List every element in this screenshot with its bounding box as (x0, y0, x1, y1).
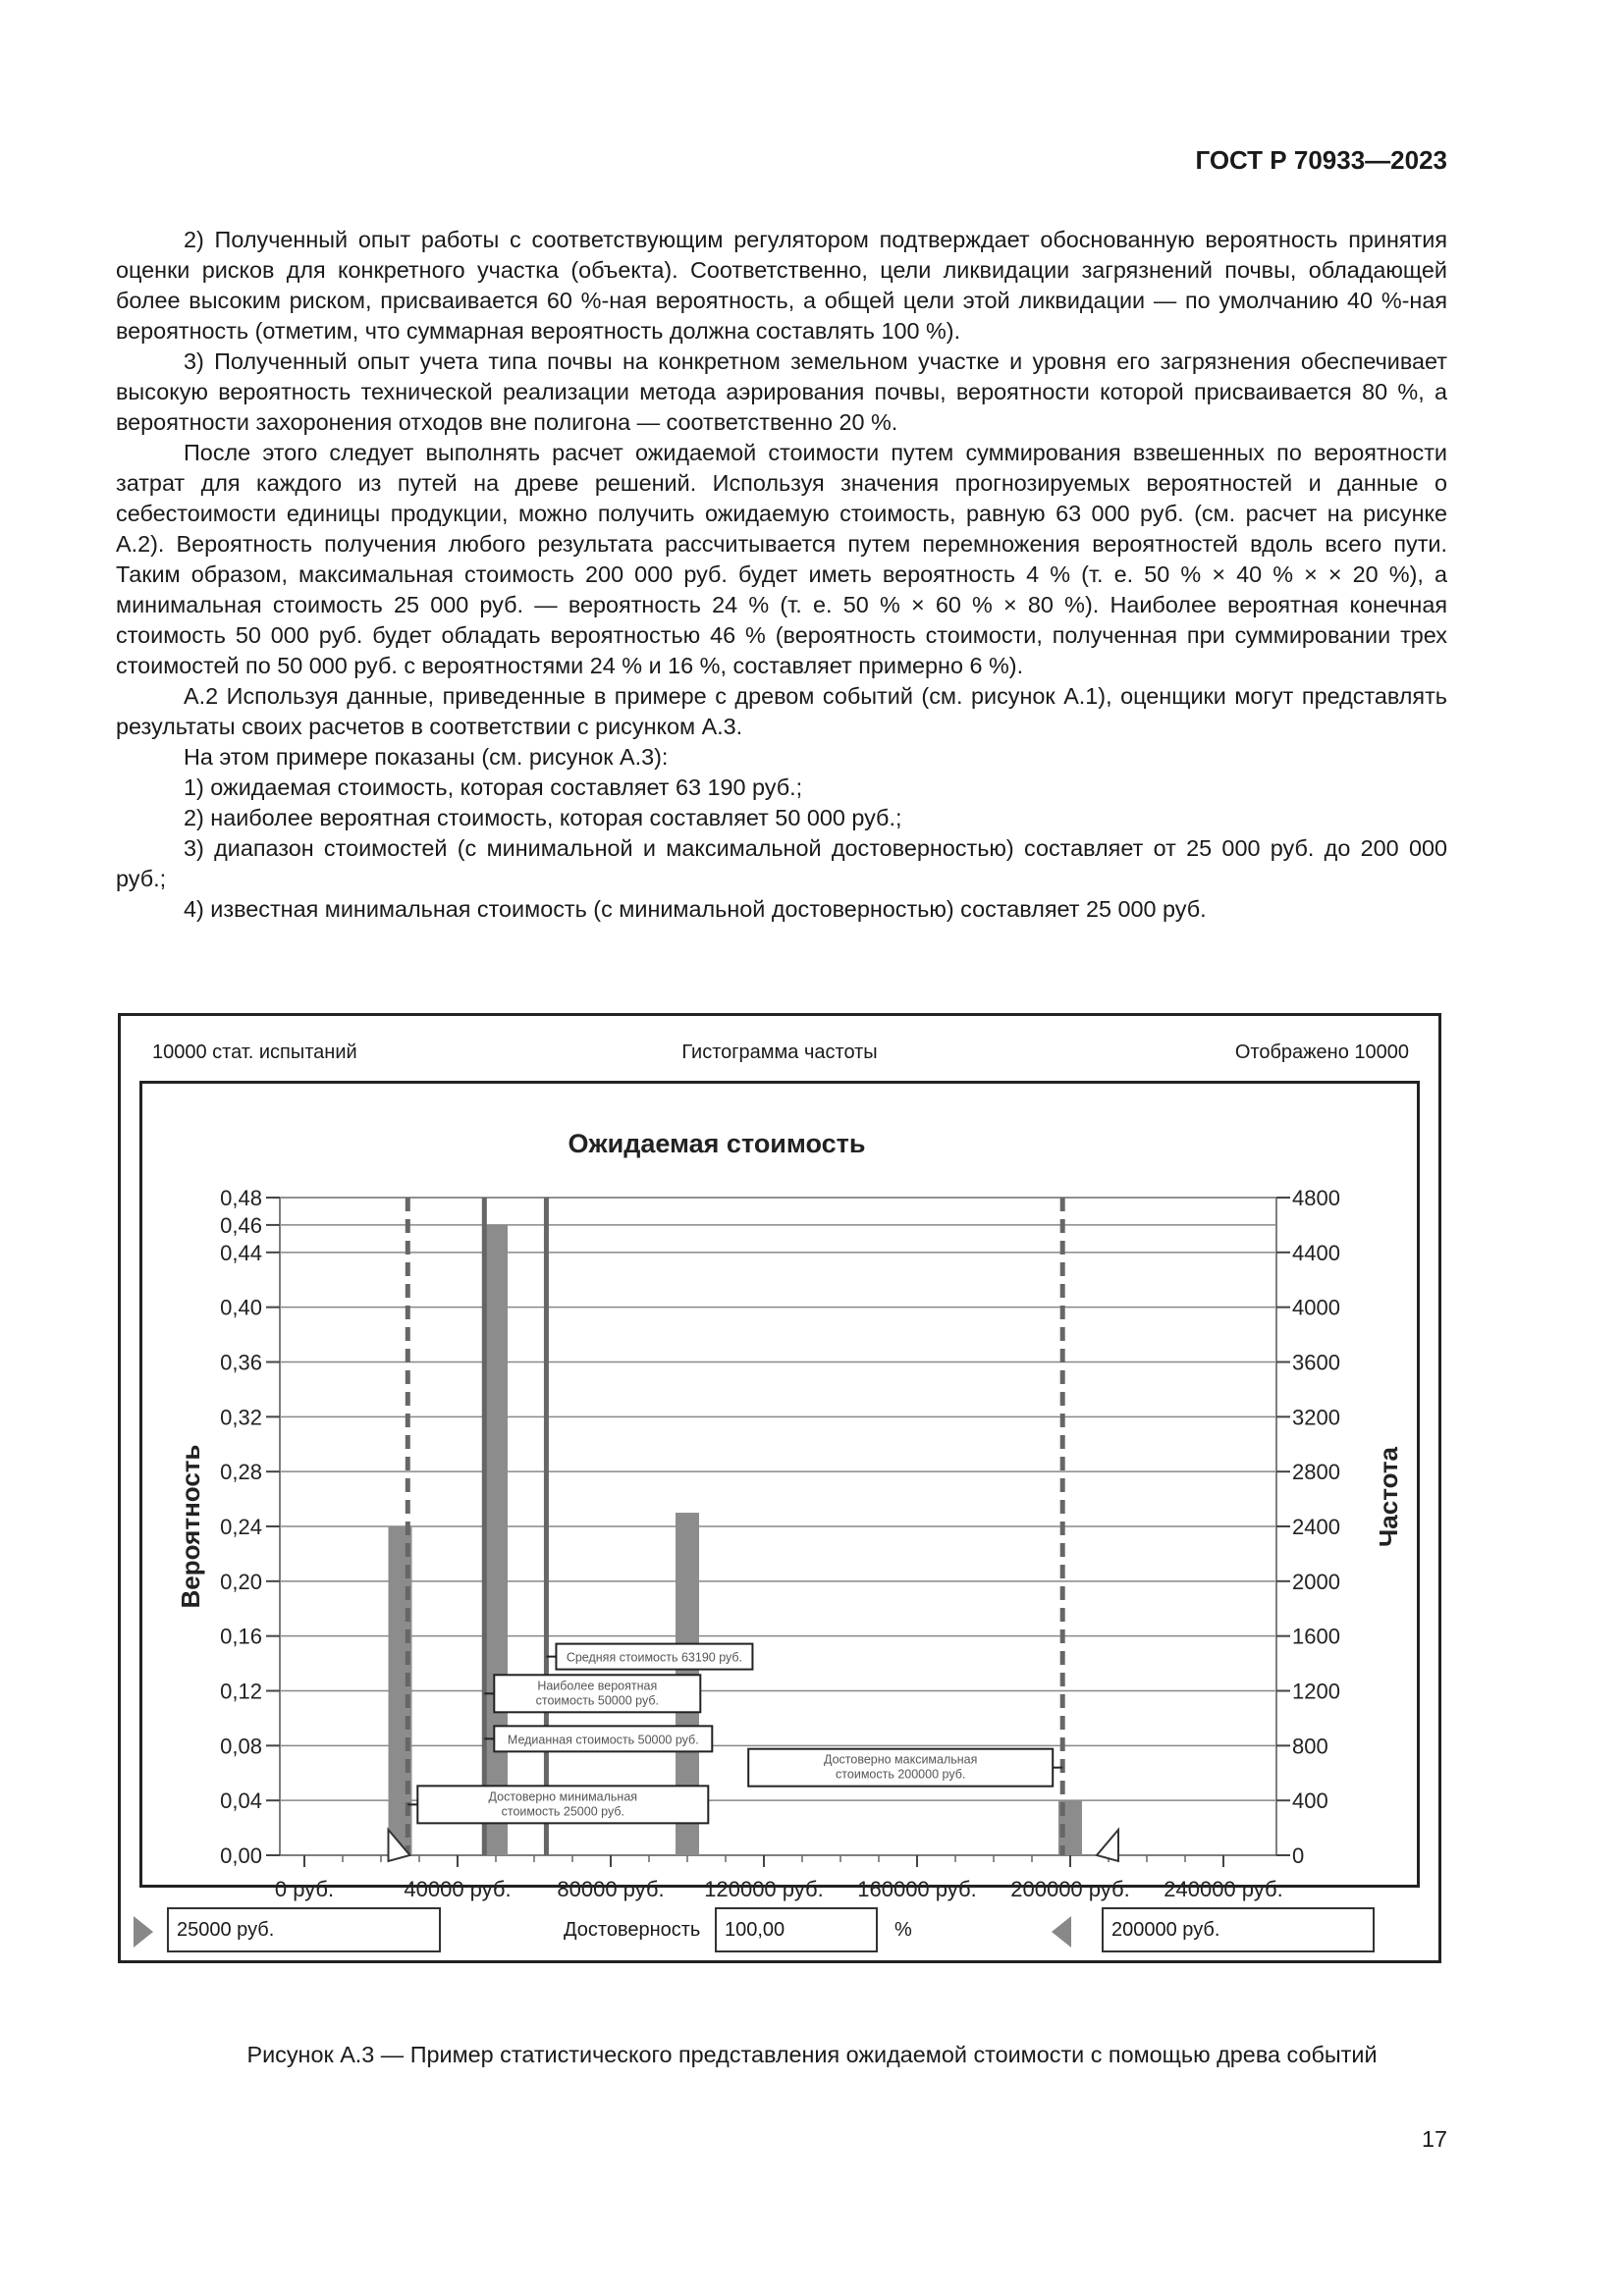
y2-tick-label: 2800 (1292, 1460, 1340, 1485)
paragraph: 2) наиболее вероятная стоимость, которая составляет 50 000 руб.; (184, 805, 902, 830)
min-value-field[interactable]: 25000 руб. (167, 1907, 441, 1952)
paragraph: После этого следует выполнять расчет ожидаемой стоимости путем суммирования взвешенных по вероятности затрат для каждого из путей на древе решений. Используя значения прогнозируемых вероятностей и данные о себестоимости единицы продукции, можно получить ожидаемую стоимость, равную 63 000 руб. (см. расчет на рисунке А.2). Вероятность получения любого результата рассчитывается путем перемножения вероятностей вдоль всего пути. Таким образом, максимальная стоимость 200 000 руб. будет иметь вероятность 4 % (т. е. 50 % × 40 % × × 20 %), а минимальная стоимость 25 000 руб. — вероятность 24 % (т. е. 50 % × 60 % × 80 %). Наиболее вероятная конечная стоимость 50 000 руб. будет обладать вероятностью 46 % (вероятность стоимости, полученная при суммировании трех стоимостей по 50 000 руб. с вероятностями 24 % и 16 %, составляет примерно 6 %). (116, 440, 1447, 678)
annotation-label: стоимость 200000 руб. (836, 1767, 966, 1782)
x-tick-label: 160000 руб. (857, 1877, 977, 1901)
y2-tick-label: 2000 (1292, 1569, 1340, 1594)
y2-tick-label: 1200 (1292, 1679, 1340, 1704)
x-tick-label: 240000 руб. (1164, 1877, 1283, 1901)
y2-tick-label: 4000 (1292, 1295, 1340, 1320)
y2-tick-label: 3600 (1292, 1350, 1340, 1375)
chart-title: Ожидаемая стоимость (568, 1129, 866, 1158)
trials-count: 10000 стат. испытаний (152, 1041, 357, 1063)
paragraph: 1) ожидаемая стоимость, которая составляет 63 190 руб.; (184, 774, 803, 800)
chart-svg (142, 1084, 1417, 1901)
max-value-field[interactable]: 200000 руб. (1102, 1907, 1375, 1952)
certainty-label: Достоверность (564, 1919, 701, 1941)
left-slider-icon[interactable] (134, 1916, 153, 1948)
paragraph: 4) известная минимальная стоимость (с минимальной достоверностью) составляет 25 000 руб. (184, 896, 1207, 922)
chart-panel (139, 1081, 1420, 1901)
x-tick-label: 200000 руб. (1010, 1877, 1130, 1901)
annotation-label: стоимость 25000 руб. (501, 1804, 624, 1819)
certainty-unit: % (894, 1919, 912, 1941)
y-tick-label: 0,48 (220, 1186, 262, 1210)
y-tick-label: 0,40 (220, 1295, 262, 1320)
y2-tick-label: 3200 (1292, 1405, 1340, 1430)
paragraph: А.2 Используя данные, приведенные в примере с древом событий (см. рисунок А.1), оценщики могут представлять результаты своих расчетов в соответствии с рисунком А.3. (116, 683, 1447, 739)
right-slider-icon[interactable] (1052, 1916, 1071, 1948)
y-tick-label: 0,20 (220, 1569, 262, 1594)
y-tick-label: 0,08 (220, 1734, 262, 1759)
x-tick-label: 40000 руб. (404, 1877, 512, 1901)
histogram-bar (484, 1225, 508, 1855)
x-tick-label: 80000 руб. (557, 1877, 665, 1901)
y-tick-label: 0,44 (220, 1240, 262, 1265)
x-tick-label: 0 руб. (274, 1877, 335, 1901)
y2-tick-label: 4400 (1292, 1240, 1340, 1265)
annotation-label: Средняя стоимость 63190 руб. (566, 1650, 743, 1665)
certainty-field[interactable]: 100,00 (715, 1907, 878, 1952)
annotation-label: Достоверно минимальная (488, 1789, 638, 1804)
document-header: ГОСТ Р 70933—2023 (1195, 145, 1447, 175)
displayed-count: Отображено 10000 (1234, 1041, 1409, 1063)
y-axis-label: Вероятность (176, 1444, 205, 1609)
y-tick-label: 0,04 (220, 1789, 262, 1814)
figure-caption: Рисунок А.3 — Пример статистического представления ожидаемой стоимости с помощью древа событий (246, 2042, 1378, 2067)
y-tick-label: 0,12 (220, 1679, 262, 1704)
figure-frame (118, 1013, 1441, 1963)
annotation-label: стоимость 50000 руб. (535, 1693, 659, 1708)
page-number: 17 (1421, 2126, 1447, 2152)
y-tick-label: 0,24 (220, 1515, 262, 1539)
y2-tick-label: 2400 (1292, 1515, 1340, 1539)
y-tick-label: 0,32 (220, 1405, 262, 1430)
x-tick-label: 120000 руб. (704, 1877, 824, 1901)
body-text (116, 225, 1447, 925)
paragraph: 3) Полученный опыт учета типа почвы на конкретном земельном участке и уровня его загрязнения обеспечивает высокую вероятность технической реализации метода аэрирования почвы, вероятности которой присваивается 80 %, а вероятности захоронения отходов вне полигона — соответственно 20 %. (116, 348, 1447, 435)
annotation-label: Достоверно максимальная (823, 1752, 978, 1767)
y2-axis-label: Частота (1374, 1446, 1403, 1548)
y2-tick-label: 4800 (1292, 1186, 1340, 1210)
paragraph: 2) Полученный опыт работы с соответствующим регулятором подтверждает обоснованную вероятность принятия оценки рисков для конкретного участка (объекта). Соответственно, цели ликвидации загрязнений почвы, обладающей более высоким риском, присваивается 60 %-ная вероятность, а общей цели этой ликвидации — по умолчанию 40 %-ная вероятность (отметим, что суммарная вероятность должна составлять 100 %). (116, 227, 1447, 344)
y2-tick-label: 1600 (1292, 1624, 1340, 1649)
y2-tick-label: 800 (1292, 1734, 1328, 1759)
y-tick-label: 0,16 (220, 1624, 262, 1649)
y-tick-label: 0,00 (220, 1843, 262, 1868)
paragraph: 3) диапазон стоимостей (с минимальной и максимальной достоверностью) составляет от 25 000 руб. до 200 000 руб.; (116, 835, 1447, 891)
y2-tick-label: 400 (1292, 1789, 1328, 1814)
y-tick-label: 0,28 (220, 1460, 262, 1485)
histogram-title: Гистограмма частоты (681, 1041, 878, 1063)
paragraph: На этом примере показаны (см. рисунок А.3): (184, 744, 669, 770)
annotation-label: Наиболее вероятная (537, 1679, 658, 1693)
max-slider-icon (1097, 1830, 1118, 1861)
annotation-label: Медианная стоимость 50000 руб. (507, 1733, 699, 1747)
y2-tick-label: 0 (1292, 1843, 1305, 1868)
y-tick-label: 0,46 (220, 1212, 262, 1238)
y-tick-label: 0,36 (220, 1350, 262, 1375)
